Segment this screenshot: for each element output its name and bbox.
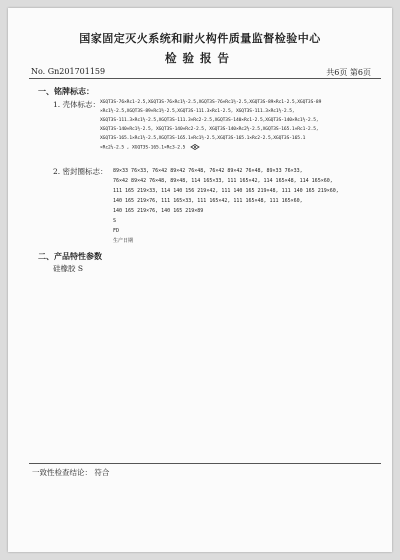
report-page: [8, 8, 392, 552]
seal-marking-line-1: 89×33 76×33, 76×42 89×42 76×48, 76×42 89×42 76×48, 89×33 76×33,: [113, 168, 303, 174]
logo-mark-icon: [190, 144, 200, 150]
org-title: 国家固定灭火系统和耐火构件质量监督检验中心: [79, 32, 321, 45]
shell-marking-line-1: XGQT3S-76×Rc1-2.5,XGQT3S-76×Rc1½-2.5,XGQT3S-76×Rc1½-2.5,XGQT3S-89×Rc1-2.5,XGQT3S-89: [100, 100, 322, 105]
conformity-conclusion: 一致性检查结论： 符合: [32, 468, 110, 477]
report-title: 检验报告: [165, 51, 235, 65]
shell-marking-line-6-text: ×Rc2½-2.5 , XGQT3S-165.1×Rc3-2.5: [100, 145, 186, 151]
seal-marking-line-5: 140 165 219×76, 140 165 219×89: [113, 208, 204, 214]
shell-marking-label: 1. 壳体标志：: [53, 100, 101, 109]
seal-marking-line-3: 111 165 219×33, 114 140 156 219×42, 111 140 165 219×48, 111 140 165 219×60,: [113, 188, 339, 194]
production-date-note: 生产日期: [113, 238, 134, 244]
top-divider: [29, 78, 381, 79]
shell-marking-line-3: XGQT3S-111.3×Rc1½-2.5,XGQT3S-111.3×Rc2-2.5,XGQT3S-140×Rc1-2.5,XGQT3S-140×Rc1½-2.5,: [100, 118, 319, 123]
seal-marking-line-7: FD: [113, 228, 120, 234]
seal-marking-line-4: 140 165 219×76, 111 165×33, 111 165×42, 111 165×48, 111 165×60,: [113, 198, 303, 204]
material-value: 硅橡胶 S: [53, 264, 84, 273]
seal-marking-line-6: S: [113, 218, 117, 224]
shell-marking-line-2: ×Rc1½-2.5,XGQT3S-89×Rc1½-2.5,XGQT3S-111.3×Rc1-2.5, XGQT3S-111.3×Rc1½-2.5,: [100, 109, 295, 114]
report-number: No. Gn201701159: [31, 67, 106, 76]
section-params-title: 二、产品特性参数: [38, 251, 102, 261]
section-nameplate-title: 一、铭牌标志：: [38, 86, 94, 96]
shell-marking-line-5: XGQT3S-165.1×Rc1½-2.5,XGQT3S-165.1×Rc1½-2.5,XGQT3S-165.1×Rc2-2.5,XGQT3S-165.1: [100, 136, 306, 141]
seal-marking-line-2: 76×42 89×42 76×48, 89×48, 114 165×33, 111 165×42, 114 165×48, 114 165×60,: [113, 178, 333, 184]
bottom-divider: [29, 463, 381, 464]
shell-marking-line-6: [100, 144, 200, 153]
seal-marking-label: 2. 密封圈标志：: [53, 167, 108, 176]
shell-marking-line-4: XGQT3S-140×Rc1½-2.5, XGQT3S-140×Rc2-2.5, XGQT3S-140×Rc2½-2.5,XGQT3S-165.1×Rc1-2.5,: [100, 127, 319, 132]
page-indicator: 共6页 第6页: [326, 68, 371, 77]
